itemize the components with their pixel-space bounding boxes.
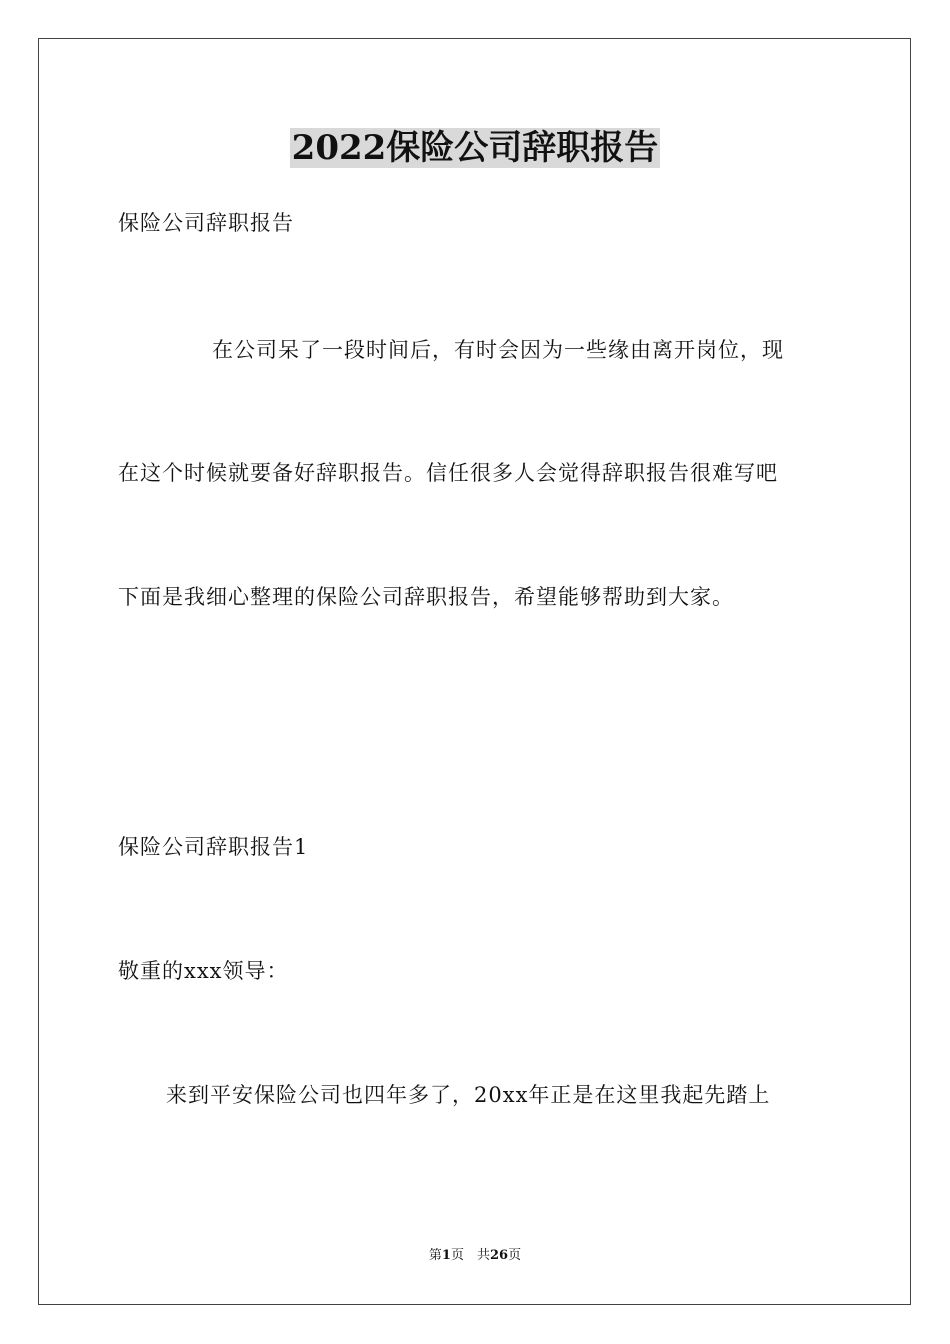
page-footer: [0, 1247, 950, 1265]
document-title: [0, 126, 950, 170]
footer-page-prefix: 第: [428, 1248, 442, 1263]
document-subtitle: 保险公司辞职报告: [118, 211, 294, 235]
intro-paragraph-line: 下面是我细心整理的保险公司辞职报告，希望能够帮助到大家。: [118, 585, 734, 609]
section-heading: 保险公司辞职报告1: [118, 835, 309, 859]
footer-page-suffix: 页: [508, 1248, 522, 1263]
intro-paragraph-line: 在公司呆了一段时间后，有时会因为一些缘由离开岗位，现: [212, 338, 784, 362]
footer-page-mid: 页 共: [450, 1248, 490, 1263]
body-paragraph-line: 来到平安保险公司也四年多了，20xx年正是在这里我起先踏上: [166, 1083, 771, 1107]
salutation: 敬重的xxx领导：: [118, 959, 289, 983]
footer-page-total: 26: [489, 1248, 509, 1263]
footer-page-current: 1: [441, 1248, 451, 1263]
document-title-text: 2022保险公司辞职报告: [291, 128, 659, 168]
intro-paragraph-line: 在这个时候就要备好辞职报告。信任很多人会觉得辞职报告很难写吧: [118, 461, 778, 485]
